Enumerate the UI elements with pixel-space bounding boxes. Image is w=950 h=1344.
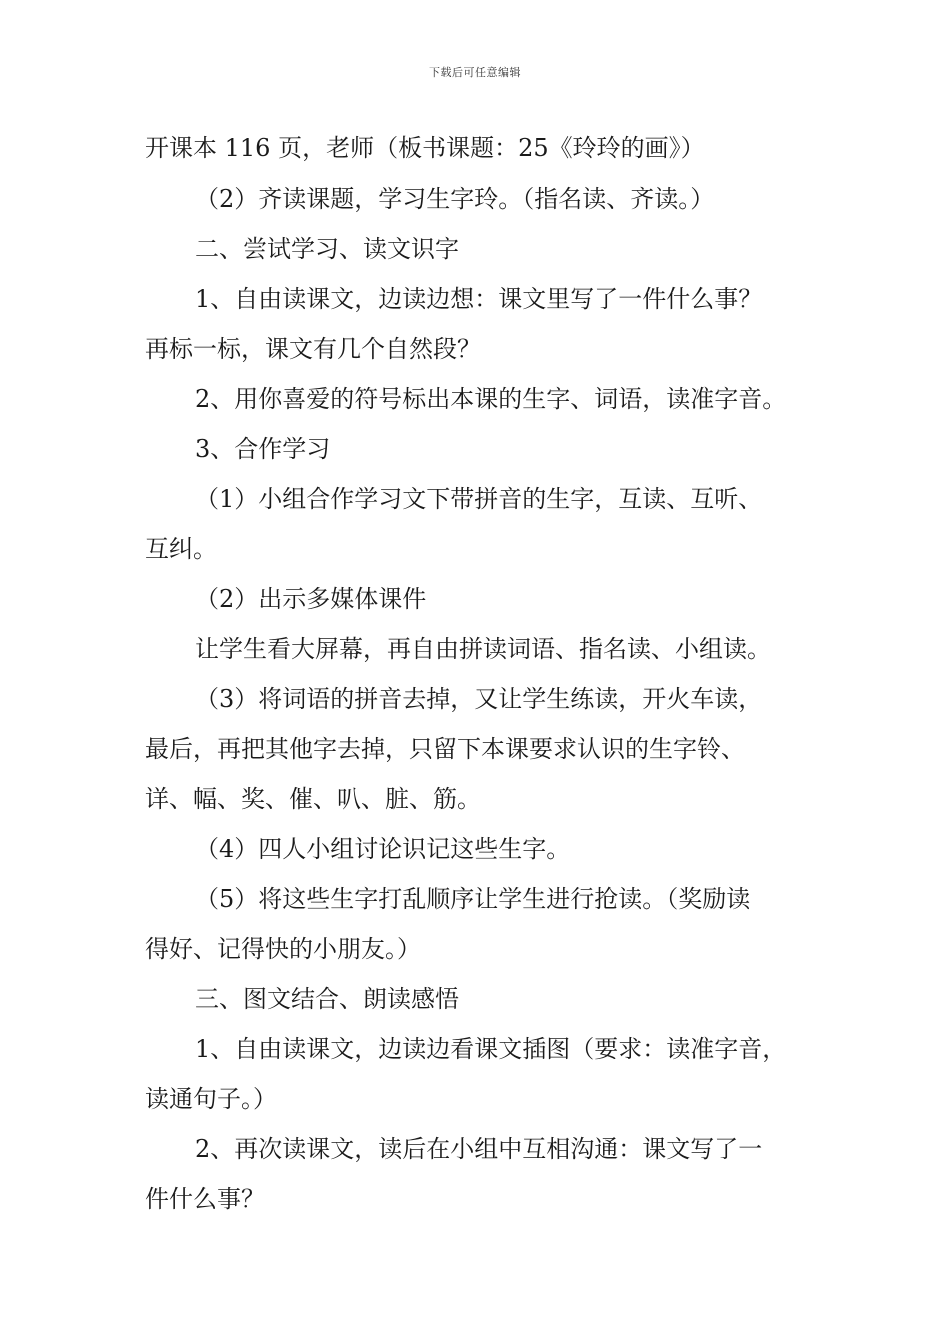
page-header: 下载后可任意编辑 — [429, 66, 521, 79]
paragraph-line: 得好、记得快的小朋友。） — [145, 935, 421, 963]
paragraph-line: 让学生看大屏幕，再自由拼读词语、指名读、小组读。 — [195, 635, 771, 663]
paragraph-line: 2、用你喜爱的符号标出本课的生字、词语，读准字音。 — [195, 385, 787, 413]
paragraph-line: 2、再次读课文，读后在小组中互相沟通：课文写了一 — [195, 1135, 763, 1163]
paragraph-line: 互纠。 — [145, 535, 217, 563]
paragraph-line: （2）齐读课题，学习生字玲。（指名读、齐读。） — [195, 185, 715, 213]
section-heading: 三、图文结合、朗读感悟 — [195, 985, 459, 1013]
paragraph-line: 开课本 116 页，老师（板书课题：25《玲玲的画》） — [145, 134, 705, 162]
paragraph-line: 件什么事？ — [145, 1185, 265, 1213]
paragraph-line: 3、合作学习 — [195, 435, 331, 463]
paragraph-line: 1、自由读课文，边读边想：课文里写了一件什么事？ — [195, 285, 763, 313]
paragraph-line: （3）将词语的拼音去掉，又让学生练读，开火车读， — [195, 685, 763, 713]
paragraph-line: （4）四人小组讨论识记这些生字。 — [195, 835, 571, 863]
paragraph-line: 1、自由读课文，边读边看课文插图（要求：读准字音， — [195, 1035, 787, 1063]
section-heading: 二、尝试学习、读文识字 — [195, 235, 459, 263]
paragraph-line: 再标一标，课文有几个自然段？ — [145, 335, 481, 363]
paragraph-line: 读通句子。） — [145, 1085, 277, 1113]
paragraph-line: （5）将这些生字打乱顺序让学生进行抢读。（奖励读 — [195, 885, 751, 913]
paragraph-line: （1）小组合作学习文下带拼音的生字，互读、互听、 — [195, 485, 763, 513]
paragraph-line: （2）出示多媒体课件 — [195, 585, 427, 613]
paragraph-line: 详、幅、奖、催、叭、脏、筋。 — [145, 785, 481, 813]
paragraph-line: 最后，再把其他字去掉，只留下本课要求认识的生字铃、 — [145, 735, 745, 763]
